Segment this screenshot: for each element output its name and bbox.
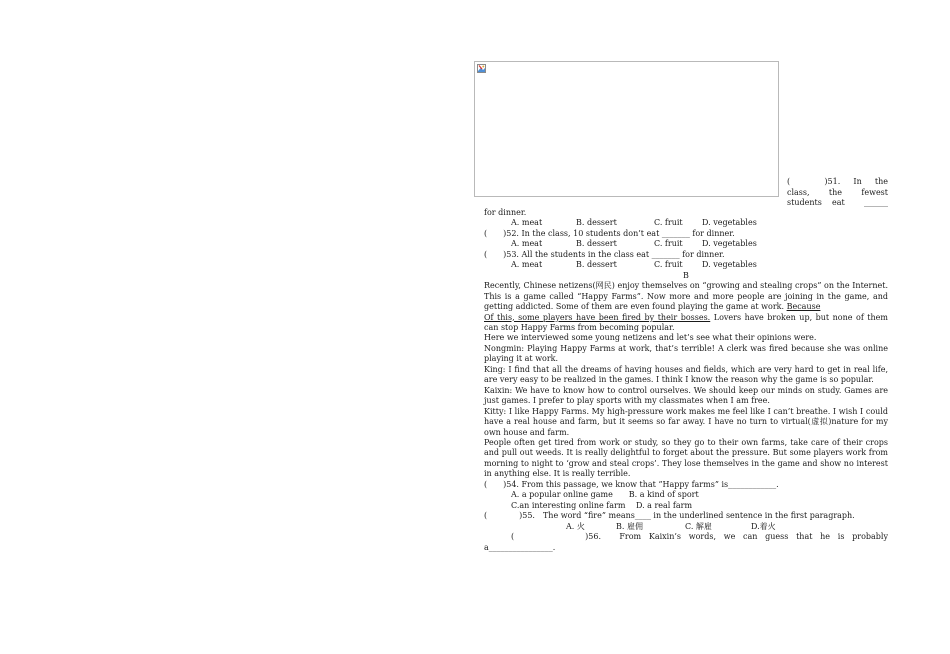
- option-a: A. 火: [566, 521, 585, 531]
- option-b: B. dessert: [576, 218, 617, 228]
- question-51-options: [484, 218, 888, 228]
- question-52-options: [484, 239, 888, 249]
- question-56-stem: ( )56. From Kaixin’s words, we can guess that he is probably: [511, 532, 888, 542]
- question-51-stem: [787, 177, 888, 209]
- passage-paragraph-kaixin: Kaixin: We have to know how to control ourselves. We should keep our minds on study. Games are just games. I prefer to play sports with my classmates when I am free.: [484, 385, 888, 406]
- question-55-options: [484, 522, 888, 532]
- broken-image-icon: [477, 64, 486, 73]
- question-51-continuation: for dinner.: [484, 208, 527, 217]
- option-b: B. dessert: [576, 239, 617, 249]
- question-53-stem: ( )53. All the students in the class eat _______ for dinner.: [484, 249, 725, 259]
- option-d: D. vegetables: [702, 218, 757, 228]
- passage-paragraph-2: Here we interviewed some young netizens and let’s see what their opinions were.: [484, 333, 817, 343]
- underlined-text: Because: [786, 302, 821, 312]
- option-a: A. meat: [511, 260, 543, 270]
- question-53-options: [484, 260, 888, 270]
- option-c: C. fruit: [654, 218, 683, 228]
- passage-paragraph-king: King: I find that all the dreams of having houses and fields, which are very hard to get in real life, are very easy to be realized in the games. I think I know the reason why the game is so popular.: [484, 364, 888, 385]
- option-b: B. dessert: [576, 260, 617, 270]
- question-55-stem: ( )55. The word “fire” means____ in the underlined sentence in the first paragraph.: [484, 511, 855, 521]
- section-heading-b: B: [683, 270, 689, 280]
- option-d: D. vegetables: [702, 239, 757, 249]
- question-54-options-ab: A. a popular online game B. a kind of sport: [511, 490, 699, 500]
- passage-text: Recently, Chinese netizens(网民) enjoy themselves on “growing and stealing crops” on the Internet. This is a game called “Happy Farms”. Now more and more people are joining in the game, and getting addicted. Some of them are even found playing the game at work.: [484, 281, 888, 312]
- option-d: D.着火: [751, 521, 776, 531]
- passage-paragraph-1: [484, 281, 888, 333]
- underlined-sentence: Of this, some players have been fired by their bosses.: [484, 312, 711, 322]
- text-line: class, the fewest: [787, 187, 888, 197]
- option-c: C. fruit: [654, 239, 683, 249]
- option-d: D. vegetables: [702, 260, 757, 270]
- exam-body: [484, 208, 888, 553]
- text-line: ( )51. In the: [787, 177, 888, 186]
- passage-paragraph-kitty: Kitty: I like Happy Farms. My high-pressure work makes me feel like I can’t breathe. I wish I could have a real house and farm, but it seems so far away. I have no turn to virtual(虚拟)nature for my own house and farm.: [484, 406, 888, 437]
- option-c: C. 解雇: [685, 521, 712, 531]
- image-placeholder: [474, 61, 779, 197]
- text-line: students eat ______: [787, 198, 888, 207]
- option-c: C. fruit: [654, 260, 683, 270]
- question-56-continuation: a________________.: [484, 542, 556, 552]
- option-a: A. meat: [511, 218, 543, 228]
- option-b: B. 雇佣: [616, 521, 643, 531]
- passage-paragraph-conclusion: People often get tired from work or study, so they go to their own farms, take care of their crops and pull out weeds. It is really delightful to forget about the pressure. But some players work from morning to night to ‘grow and steal crops’. They lose themselves in the game and show no interest in anything else. It is really terrible.: [484, 437, 888, 479]
- option-a: A. meat: [511, 239, 543, 249]
- passage-text: Lovers have broken up, but none of them can stop Happy Farms from becoming popular.: [484, 312, 888, 332]
- question-54-options-cd: C.an interesting online farm D. a real farm: [511, 500, 693, 510]
- question-52-stem: ( )52. In the class, 10 students don’t eat _______ for dinner.: [484, 228, 735, 238]
- question-54-stem: ( )54. From this passage, we know that ”Happy farms” is____________.: [484, 479, 779, 489]
- passage-paragraph-nongmin: Nongmin: Playing Happy Farms at work, that’s terrible! A clerk was fired because she was online playing it at work.: [484, 343, 888, 364]
